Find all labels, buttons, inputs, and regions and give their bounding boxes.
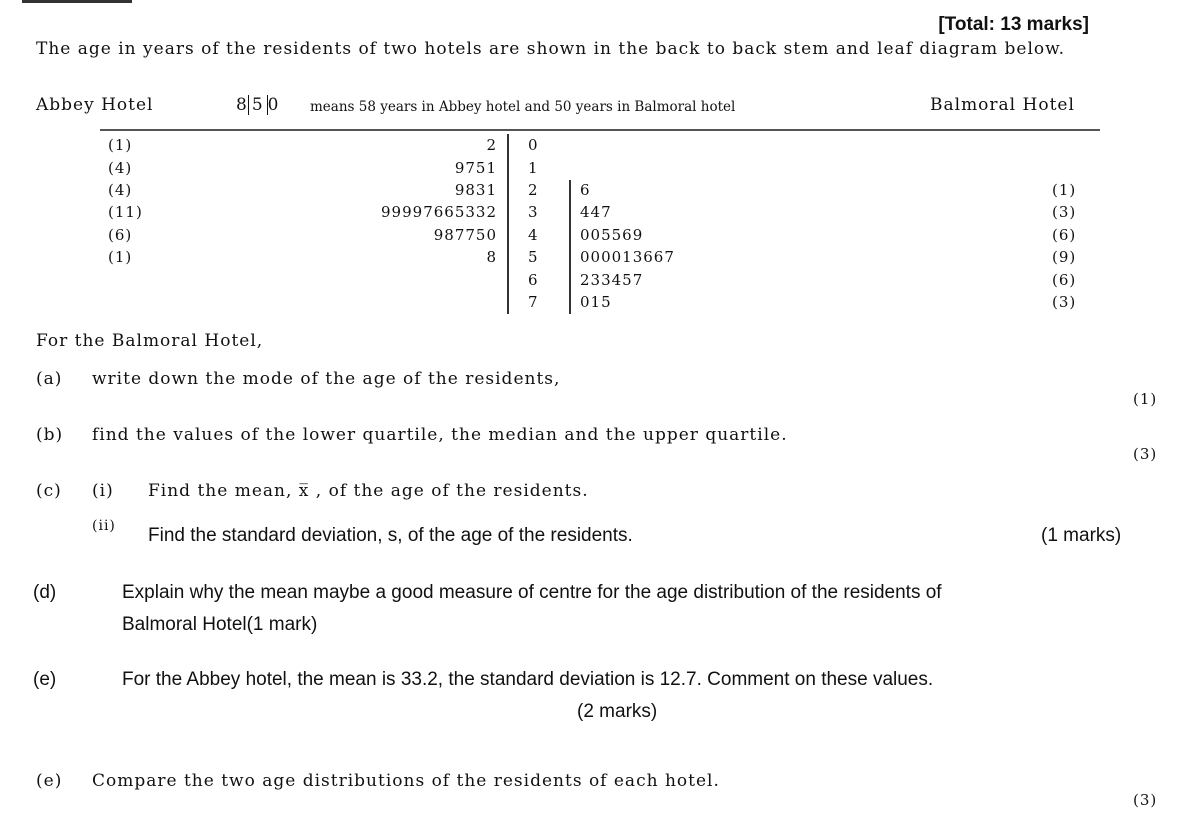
balmoral-leaves: 233457	[580, 271, 644, 289]
stem-value: 0	[528, 136, 539, 154]
intro-text: The age in years of the residents of two hotels are shown in the back to back stem and leaf diagram below.	[36, 39, 1066, 59]
balmoral-count: (6)	[1052, 226, 1077, 244]
question-b-mark: (3)	[1133, 445, 1158, 463]
question-b-text: find the values of the lower quartile, the median and the upper quartile.	[92, 425, 788, 445]
stem-value: 1	[528, 159, 539, 177]
diagram-row	[0, 271, 1197, 294]
balmoral-leaves: 6	[580, 181, 591, 199]
diagram-row	[0, 248, 1197, 271]
question-d-text-line2: Balmoral Hotel(1 mark)	[122, 614, 318, 635]
diagram-row	[0, 293, 1197, 316]
stem-value: 6	[528, 271, 539, 289]
question-a-label: (a)	[36, 369, 63, 389]
abbey-leaves: 99997665332	[381, 203, 497, 221]
abbey-leaves: 9751	[454, 159, 497, 177]
abbey-leaves: 2	[486, 136, 497, 154]
balmoral-count: (3)	[1052, 293, 1077, 311]
balmoral-leaves: 015	[580, 293, 612, 311]
question-e-label: (e)	[33, 669, 57, 690]
key-left-leaf: 8	[236, 95, 248, 115]
question-d-label: (d)	[33, 582, 57, 603]
abbey-count: (4)	[108, 159, 133, 177]
question-ci-label: (i)	[92, 481, 114, 501]
balmoral-hotel-title: Balmoral Hotel	[930, 95, 1075, 115]
stem-value: 4	[528, 226, 539, 244]
balmoral-leaves: 000013667	[580, 248, 675, 266]
question-cii-label: (ii)	[92, 518, 116, 534]
top-rule	[22, 0, 132, 3]
question-cii-text: Find the standard deviation, s, of the age of the residents.	[148, 525, 633, 546]
question-cii-mark: (1 marks)	[1041, 525, 1122, 546]
abbey-count: (4)	[108, 181, 133, 199]
diagram-row	[0, 226, 1197, 249]
diagram-key	[236, 95, 279, 115]
abbey-count: (1)	[108, 248, 133, 266]
balmoral-count: (3)	[1052, 203, 1077, 221]
stem-value: 7	[528, 293, 539, 311]
abbey-hotel-title: Abbey Hotel	[36, 95, 154, 115]
question-c-label: (c)	[36, 481, 62, 501]
questions-lead: For the Balmoral Hotel,	[36, 331, 264, 351]
abbey-count: (6)	[108, 226, 133, 244]
diagram-row	[0, 159, 1197, 182]
key-explanation: means 58 years in Abbey hotel and 50 years in Balmoral hotel	[310, 99, 736, 115]
abbey-leaves: 9831	[454, 181, 497, 199]
question-a-mark: (1)	[1133, 390, 1158, 408]
diagram-row	[0, 203, 1197, 226]
question-e-text: For the Abbey hotel, the mean is 33.2, the standard deviation is 12.7. Comment on these values.	[122, 669, 934, 690]
stem-value: 2	[528, 181, 539, 199]
question-b-label: (b)	[36, 425, 64, 445]
key-stem: 5	[248, 95, 268, 115]
balmoral-count: (6)	[1052, 271, 1077, 289]
balmoral-leaves: 005569	[580, 226, 644, 244]
balmoral-count: (9)	[1052, 248, 1077, 266]
diagram-row	[0, 181, 1197, 204]
question-e2-label: (e)	[36, 771, 63, 791]
abbey-leaves: 8	[486, 248, 497, 266]
abbey-count: (1)	[108, 136, 133, 154]
diagram-top-rule	[100, 129, 1100, 131]
question-d-text-line1: Explain why the mean maybe a good measure of centre for the age distribution of the residents of	[122, 582, 942, 603]
diagram-row	[0, 136, 1197, 159]
question-a-text: write down the mode of the age of the residents,	[92, 369, 561, 389]
abbey-leaves: 987750	[433, 226, 497, 244]
balmoral-count: (1)	[1052, 181, 1077, 199]
question-e2-mark: (3)	[1133, 791, 1158, 809]
stem-value: 3	[528, 203, 539, 221]
question-e2-text: Compare the two age distributions of the residents of each hotel.	[92, 771, 720, 791]
key-right-leaf: 0	[267, 95, 280, 115]
question-e-mark: (2 marks)	[577, 701, 658, 722]
abbey-count: (11)	[108, 203, 143, 221]
total-marks: [Total: 13 marks]	[938, 14, 1089, 35]
question-ci-text: Find the mean, x̅ , of the age of the residents.	[148, 481, 589, 501]
balmoral-leaves: 447	[580, 203, 612, 221]
stem-value: 5	[528, 248, 539, 266]
